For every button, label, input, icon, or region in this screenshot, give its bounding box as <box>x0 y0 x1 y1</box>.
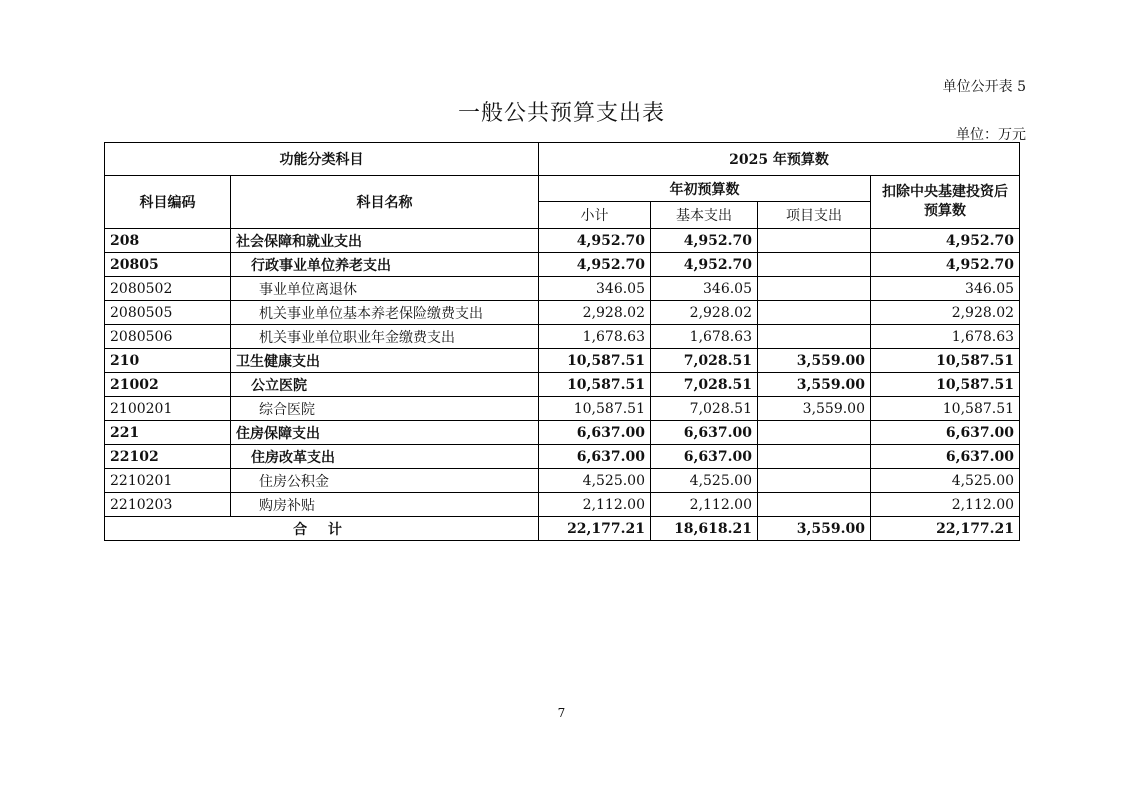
row-subtotal: 6,637.00 <box>539 421 651 445</box>
row-subtotal: 10,587.51 <box>539 349 651 373</box>
row-project <box>758 493 871 517</box>
row-code: 221 <box>105 421 231 445</box>
row-name: 机关事业单位职业年金缴费支出 <box>231 325 539 349</box>
row-project <box>758 469 871 493</box>
table-row <box>105 421 1020 445</box>
total-label: 合 计 <box>105 517 539 541</box>
page-number: 7 <box>557 706 566 720</box>
row-excluding: 10,587.51 <box>871 397 1020 421</box>
row-project: 3,559.00 <box>758 397 871 421</box>
row-subtotal: 10,587.51 <box>539 373 651 397</box>
row-name: 卫生健康支出 <box>231 349 539 373</box>
row-basic: 1,678.63 <box>651 325 758 349</box>
total-subtotal: 22,177.21 <box>539 517 651 541</box>
row-excluding: 10,587.51 <box>871 349 1020 373</box>
table-row <box>105 445 1020 469</box>
row-basic: 2,112.00 <box>651 493 758 517</box>
row-basic: 4,525.00 <box>651 469 758 493</box>
row-excluding: 4,952.70 <box>871 253 1020 277</box>
header-subtotal: 小计 <box>539 202 651 229</box>
row-excluding: 4,952.70 <box>871 229 1020 253</box>
table-row <box>105 349 1020 373</box>
header-name: 科目名称 <box>231 176 539 229</box>
row-project <box>758 325 871 349</box>
row-excluding: 6,637.00 <box>871 421 1020 445</box>
row-code: 210 <box>105 349 231 373</box>
row-basic: 346.05 <box>651 277 758 301</box>
row-project <box>758 421 871 445</box>
row-subtotal: 2,928.02 <box>539 301 651 325</box>
page-title: 一般公共预算支出表 <box>457 101 665 126</box>
header-excluding: 扣除中央基建投资后预算数 <box>871 176 1020 229</box>
row-project <box>758 253 871 277</box>
row-subtotal: 2,112.00 <box>539 493 651 517</box>
table-row <box>105 373 1020 397</box>
row-excluding: 6,637.00 <box>871 445 1020 469</box>
row-basic: 6,637.00 <box>651 421 758 445</box>
table-row <box>105 301 1020 325</box>
row-code: 2210201 <box>105 469 231 493</box>
row-name: 购房补贴 <box>231 493 539 517</box>
table-label: 单位公开表 5 <box>942 79 1026 95</box>
row-name: 事业单位离退休 <box>231 277 539 301</box>
header-project: 项目支出 <box>758 202 871 229</box>
row-project: 3,559.00 <box>758 349 871 373</box>
row-code: 208 <box>105 229 231 253</box>
table-row <box>105 493 1020 517</box>
row-basic: 7,028.51 <box>651 349 758 373</box>
row-excluding: 1,678.63 <box>871 325 1020 349</box>
row-project <box>758 277 871 301</box>
row-project <box>758 229 871 253</box>
row-name: 住房保障支出 <box>231 421 539 445</box>
header-code: 科目编码 <box>105 176 231 229</box>
row-excluding: 2,928.02 <box>871 301 1020 325</box>
row-name: 公立医院 <box>231 373 539 397</box>
row-subtotal: 4,525.00 <box>539 469 651 493</box>
header-basic: 基本支出 <box>651 202 758 229</box>
row-code: 21002 <box>105 373 231 397</box>
table-row <box>105 277 1020 301</box>
row-excluding: 346.05 <box>871 277 1020 301</box>
total-excluding: 22,177.21 <box>871 517 1020 541</box>
total-row <box>105 517 1020 541</box>
row-name: 机关事业单位基本养老保险缴费支出 <box>231 301 539 325</box>
row-basic: 7,028.51 <box>651 373 758 397</box>
header-budget-year: 2025 年预算数 <box>539 143 1020 176</box>
row-name: 综合医院 <box>231 397 539 421</box>
table-row <box>105 397 1020 421</box>
row-code: 20805 <box>105 253 231 277</box>
row-code: 2080502 <box>105 277 231 301</box>
row-basic: 7,028.51 <box>651 397 758 421</box>
row-code: 2100201 <box>105 397 231 421</box>
row-basic: 2,928.02 <box>651 301 758 325</box>
row-name: 行政事业单位养老支出 <box>231 253 539 277</box>
total-project: 3,559.00 <box>758 517 871 541</box>
total-basic: 18,618.21 <box>651 517 758 541</box>
row-excluding: 10,587.51 <box>871 373 1020 397</box>
row-basic: 6,637.00 <box>651 445 758 469</box>
row-excluding: 4,525.00 <box>871 469 1020 493</box>
table-row <box>105 325 1020 349</box>
budget-table <box>104 142 1020 541</box>
row-code: 2080506 <box>105 325 231 349</box>
row-excluding: 2,112.00 <box>871 493 1020 517</box>
row-basic: 4,952.70 <box>651 253 758 277</box>
row-code: 2210203 <box>105 493 231 517</box>
table-row <box>105 229 1020 253</box>
row-name: 社会保障和就业支出 <box>231 229 539 253</box>
row-subtotal: 4,952.70 <box>539 229 651 253</box>
row-subtotal: 6,637.00 <box>539 445 651 469</box>
row-subtotal: 346.05 <box>539 277 651 301</box>
row-subtotal: 4,952.70 <box>539 253 651 277</box>
row-project <box>758 445 871 469</box>
table-row <box>105 253 1020 277</box>
row-project: 3,559.00 <box>758 373 871 397</box>
unit-label: 单位：万元 <box>956 127 1026 143</box>
table-row <box>105 469 1020 493</box>
row-name: 住房改革支出 <box>231 445 539 469</box>
row-code: 2080505 <box>105 301 231 325</box>
row-project <box>758 301 871 325</box>
row-code: 22102 <box>105 445 231 469</box>
row-basic: 4,952.70 <box>651 229 758 253</box>
row-subtotal: 1,678.63 <box>539 325 651 349</box>
header-initial-budget: 年初预算数 <box>539 176 871 202</box>
header-func-category: 功能分类科目 <box>105 143 539 176</box>
row-subtotal: 10,587.51 <box>539 397 651 421</box>
row-name: 住房公积金 <box>231 469 539 493</box>
